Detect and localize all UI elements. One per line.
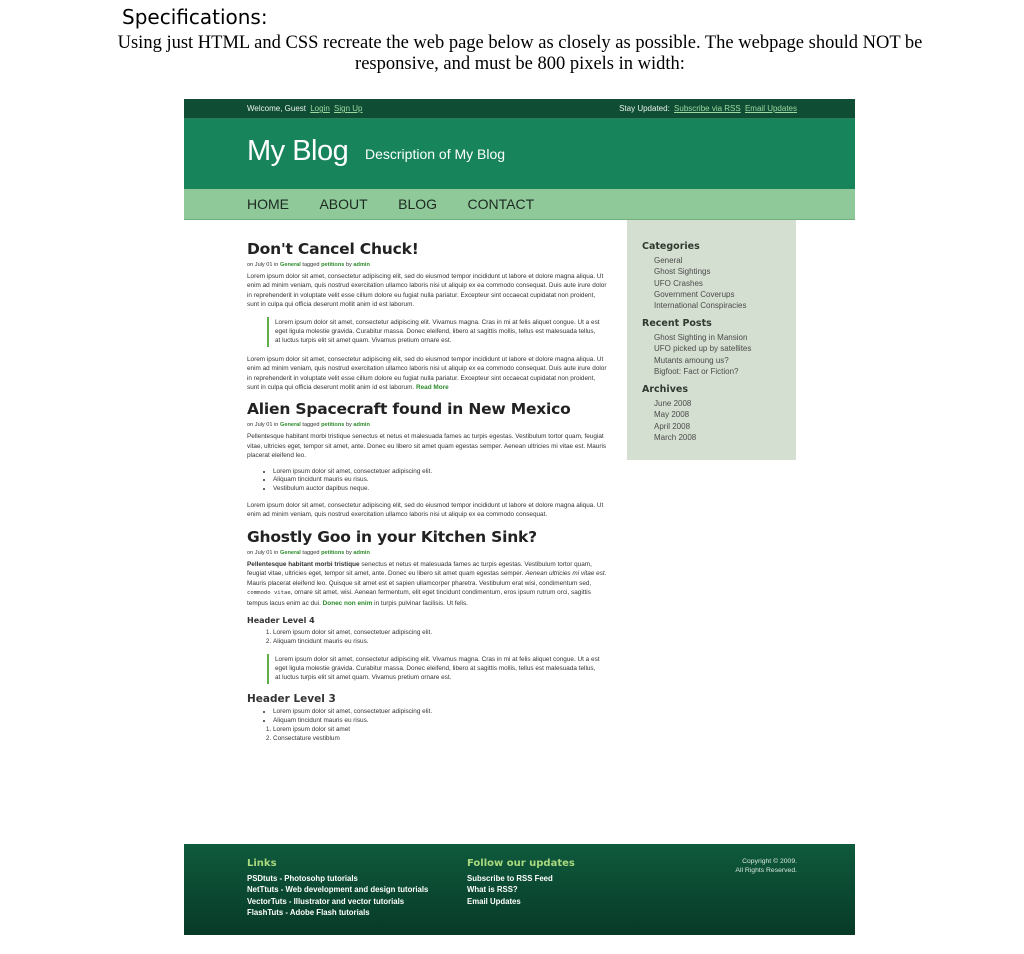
quote-text: Lorem ipsum dolor sit amet, consectetur adipiscing elit. Vivamus magna. Cras in mi at felis aliquet congue. Ut a est eget ligula molestie gravida. Curabitur massa. Donec eleifend, libero at sagittis mollis, tellus est malesuada tellus, at luctus turpis elit sit amet quam. Vivamus pretium ornare est.: [275, 655, 600, 682]
copyright: [735, 858, 797, 875]
list-item: 2. Consectature vestiblum: [273, 735, 607, 744]
meta-by: by: [345, 549, 352, 556]
nav-item-about[interactable]: ABOUT: [319, 196, 368, 212]
blog-mockup: [184, 99, 855, 935]
meta-date: on July 01 in: [247, 262, 279, 268]
site-footer: [184, 844, 855, 935]
inline-link[interactable]: Donec non enim: [322, 599, 373, 607]
meta-date: on July 01 in: [247, 549, 279, 556]
top-bar: [184, 99, 855, 119]
emphasis-text: Aenean ultricies mi vitae est.: [525, 570, 607, 578]
header-level-4: Header Level 4: [247, 615, 315, 625]
recent-post-link[interactable]: Mutants amoung us?: [654, 355, 729, 365]
meta-category-link[interactable]: General: [279, 549, 301, 556]
footer-links-section: [247, 857, 428, 918]
copyright-line: All Rights Reserved.: [735, 866, 797, 874]
spec-text: Using just HTML and CSS recreate the web page below as closely as possible. The webpage should NOT be responsive, and must be 800 pixels in width:: [117, 33, 923, 74]
paragraph-text: Mauris placerat eleifend leo. Quisque sit amet est et sapien ullamcorper pharetra. Vestibulum erat wisi, condimentum sed,: [247, 579, 592, 587]
stay-updated-text: Stay Updated:: [619, 104, 670, 113]
post-title[interactable]: Alien Spacecraft found in New Mexico: [247, 400, 571, 419]
login-link[interactable]: Login: [310, 104, 330, 113]
post-paragraph: Pellentesque habitant morbi tristique senectus et netus et malesuada fames ac turpis egestas. Vestibulum tortor quam, feugiat vitae, ultricies eget, tempor sit amet, ante. Donec eu libero sit amet quam egestas semper. Aenean ultricies mi vitae est. Mauris placerat eleifend leo.: [247, 433, 607, 460]
recent-post-link[interactable]: UFO picked up by satellites: [654, 344, 752, 354]
main-nav: [184, 189, 855, 220]
footer-follow-section: [467, 857, 575, 907]
site-header: [184, 119, 855, 189]
meta-tagged: tagged: [302, 422, 320, 429]
post-paragraph: [247, 560, 607, 608]
footer-follow-title: Follow our updates: [467, 858, 575, 869]
post-meta: [247, 421, 607, 429]
archive-link[interactable]: May 2008: [654, 410, 690, 420]
footer-link[interactable]: FlashTuts - Adobe Flash tutorials: [247, 907, 370, 917]
category-link[interactable]: UFO Crashes: [654, 278, 703, 288]
bullet-list: [247, 708, 607, 726]
post-paragraph: Lorem ipsum dolor sit amet, consectetur adipiscing elit, sed do eiusmod tempor incididunt ut labore et dolore magna aliqua. Ut enim ad minim veniam, quis nostrud exercitation ullamco laboris nisi ut aliquip ex ea commodo consequat.: [247, 502, 604, 519]
post-meta: [247, 261, 607, 269]
recent-posts-section: [642, 317, 751, 377]
archive-link[interactable]: April 2008: [654, 421, 691, 431]
follow-link[interactable]: What is RSS?: [467, 885, 518, 895]
copyright-line: Copyright © 2009.: [742, 858, 797, 865]
list-item: • Lorem ipsum dolor sit amet, consectetuer adipiscing elit.: [273, 708, 607, 717]
recent-posts-title: Recent Posts: [642, 318, 712, 329]
footer-link[interactable]: PSDtuts - Photosohp tutorials: [247, 874, 358, 883]
meta-author-link[interactable]: admin: [353, 422, 370, 429]
list-item: 1. Lorem ipsum dolor sit amet: [273, 726, 607, 735]
stay-updated-area: [619, 104, 797, 113]
quote-text: Lorem ipsum dolor sit amet, consectetur adipiscing elit. Vivamus magna. Cras in mi at felis aliquet congue. Ut a est eget ligula molestie gravida. Curabitur massa. Donec eleifend, libero at sagittis mollis, tellus est malesuada tellus, at luctus turpis elit sit amet quam. Vivamus pretium ornare est.: [275, 318, 600, 345]
meta-tag-link[interactable]: petitions: [321, 262, 345, 268]
recent-post-link[interactable]: Ghost Sighting in Mansion: [654, 333, 748, 342]
list-item: • Aliquam tincidunt mauris eu risus.: [273, 476, 607, 485]
category-link[interactable]: Ghost Sightings: [654, 267, 711, 277]
post-paragraph: [247, 355, 607, 393]
post-paragraph: Lorem ipsum dolor sit amet, consectetur adipiscing elit, sed do eiusmod tempor incididunt ut labore et dolore magna aliqua. Ut enim ad minim veniam, quis nostrud exercitation ullamco laboris nisi ut aliquip ex ea commodo consequat. Duis aute irure dolor in reprehenderit in voluptate velit esse cillum dolore eu fugiat nulla pariatur. Excepteur sint occaecat cupidatat non proident, sunt in culpa qui officia deserunt mollit anim id est laborum.: [247, 273, 607, 309]
follow-link[interactable]: Subscribe to RSS Feed: [467, 874, 553, 883]
list-item: • Lorem ipsum dolor sit amet, consectetuer adipiscing elit.: [273, 468, 607, 477]
site-title[interactable]: My Blog: [247, 135, 349, 167]
rss-link[interactable]: Subscribe via RSS: [674, 104, 741, 113]
follow-link[interactable]: Email Updates: [467, 896, 521, 906]
meta-category-link[interactable]: General: [279, 262, 301, 268]
meta-tag-link[interactable]: petitions: [321, 549, 345, 556]
footer-link[interactable]: VectorTuts - Illustrator and vector tutorials: [247, 896, 405, 906]
sidebar: [627, 220, 796, 460]
list-item: 1. Lorem ipsum dolor sit amet, consectetuer adipiscing elit.: [273, 629, 607, 638]
meta-tagged: tagged: [302, 262, 320, 268]
numbered-list: [247, 629, 607, 647]
list-item: • Vestibulum auctor dapibus neque.: [273, 485, 607, 494]
categories-section: [642, 240, 747, 311]
email-updates-link[interactable]: Email Updates: [744, 104, 797, 113]
main-content: [247, 239, 607, 751]
category-link[interactable]: International Conspiracies: [654, 301, 747, 311]
meta-author-link[interactable]: admin: [353, 549, 370, 556]
post: [247, 527, 607, 744]
categories-title: Categories: [642, 241, 700, 252]
paragraph-text: Lorem ipsum dolor sit amet, consectetur adipiscing elit, sed do eiusmod tempor incididunt ut labore et dolore magna aliqua. Ut enim ad minim veniam, quis nostrud exercitation ullamco laboris nisi ut aliquip ex ea commodo consequat. Duis aute irure dolor in reprehenderit in voluptate velit esse cillum dolore eu fugiat nulla pariatur. Excepteur sint occaecat cupidatat non proident, sunt in culpa qui officia deserunt mollit anim id est laborum.: [247, 355, 607, 392]
meta-tagged: tagged: [302, 549, 320, 556]
archives-title: Archives: [642, 384, 688, 395]
bullet-list: [247, 468, 607, 494]
category-link[interactable]: Government Coverups: [654, 289, 735, 299]
welcome-area: [247, 104, 363, 113]
meta-by: by: [345, 262, 352, 268]
post-meta: [247, 549, 607, 557]
bold-text: Pellentesque habitant morbi tristique: [247, 560, 360, 568]
post: [247, 239, 607, 392]
post-blockquote: [267, 317, 607, 347]
meta-by: by: [345, 422, 352, 429]
meta-category-link[interactable]: General: [279, 422, 301, 429]
nav-item-home[interactable]: HOME: [247, 196, 289, 212]
post-blockquote: [267, 654, 607, 684]
meta-author-link[interactable]: admin: [353, 262, 370, 268]
recent-post-link[interactable]: Bigfoot: Fact or Fiction?: [654, 366, 739, 376]
category-link[interactable]: General: [654, 256, 683, 265]
post-title[interactable]: Ghostly Goo in your Kitchen Sink?: [247, 527, 537, 546]
inline-code: commodo vitae: [247, 590, 291, 597]
footer-links-title: Links: [247, 858, 277, 869]
site-description: Description of My Blog: [365, 146, 506, 162]
paragraph-text: senectus et netus et malesuada fames ac turpis egestas. Vestibulum tortor quam, feugiat vitae, ultricies eget, tempor sit amet, ante. Donec eu libero sit amet quam egestas semper.: [247, 560, 592, 578]
header-level-3: Header Level 3: [247, 692, 336, 705]
meta-tag-link[interactable]: petitions: [321, 422, 345, 429]
footer-link[interactable]: NetTtuts - Web development and design tutorials: [247, 885, 429, 895]
nav-item-contact[interactable]: CONTACT: [467, 196, 535, 212]
archives-section: [642, 383, 696, 443]
post-title[interactable]: Don't Cancel Chuck!: [247, 240, 419, 258]
numbered-list: [247, 726, 607, 744]
read-more-link[interactable]: Read More: [415, 384, 449, 392]
archive-link[interactable]: June 2008: [654, 399, 692, 408]
signup-link[interactable]: Sign Up: [334, 104, 363, 113]
list-item: 2. Aliquam tincidunt mauris eu risus.: [273, 638, 607, 647]
nav-item-blog[interactable]: BLOG: [398, 196, 438, 212]
welcome-text: Welcome, Guest: [247, 104, 306, 113]
archive-link[interactable]: March 2008: [654, 432, 697, 442]
spec-heading: Specifications:: [122, 5, 268, 29]
paragraph-text: , ornare sit amet, wisi. Aenean fermentum, elit eget tincidunt condimentum, eros ipsum rutrum orci, sagittis tempus lacus enim ac dui.: [247, 589, 591, 607]
paragraph-text: in turpis pulvinar facilisis. Ut felis.: [372, 599, 468, 607]
meta-date: on July 01 in: [247, 422, 279, 429]
post: [247, 399, 607, 519]
list-item: • Aliquam tincidunt mauris eu risus.: [273, 717, 607, 726]
